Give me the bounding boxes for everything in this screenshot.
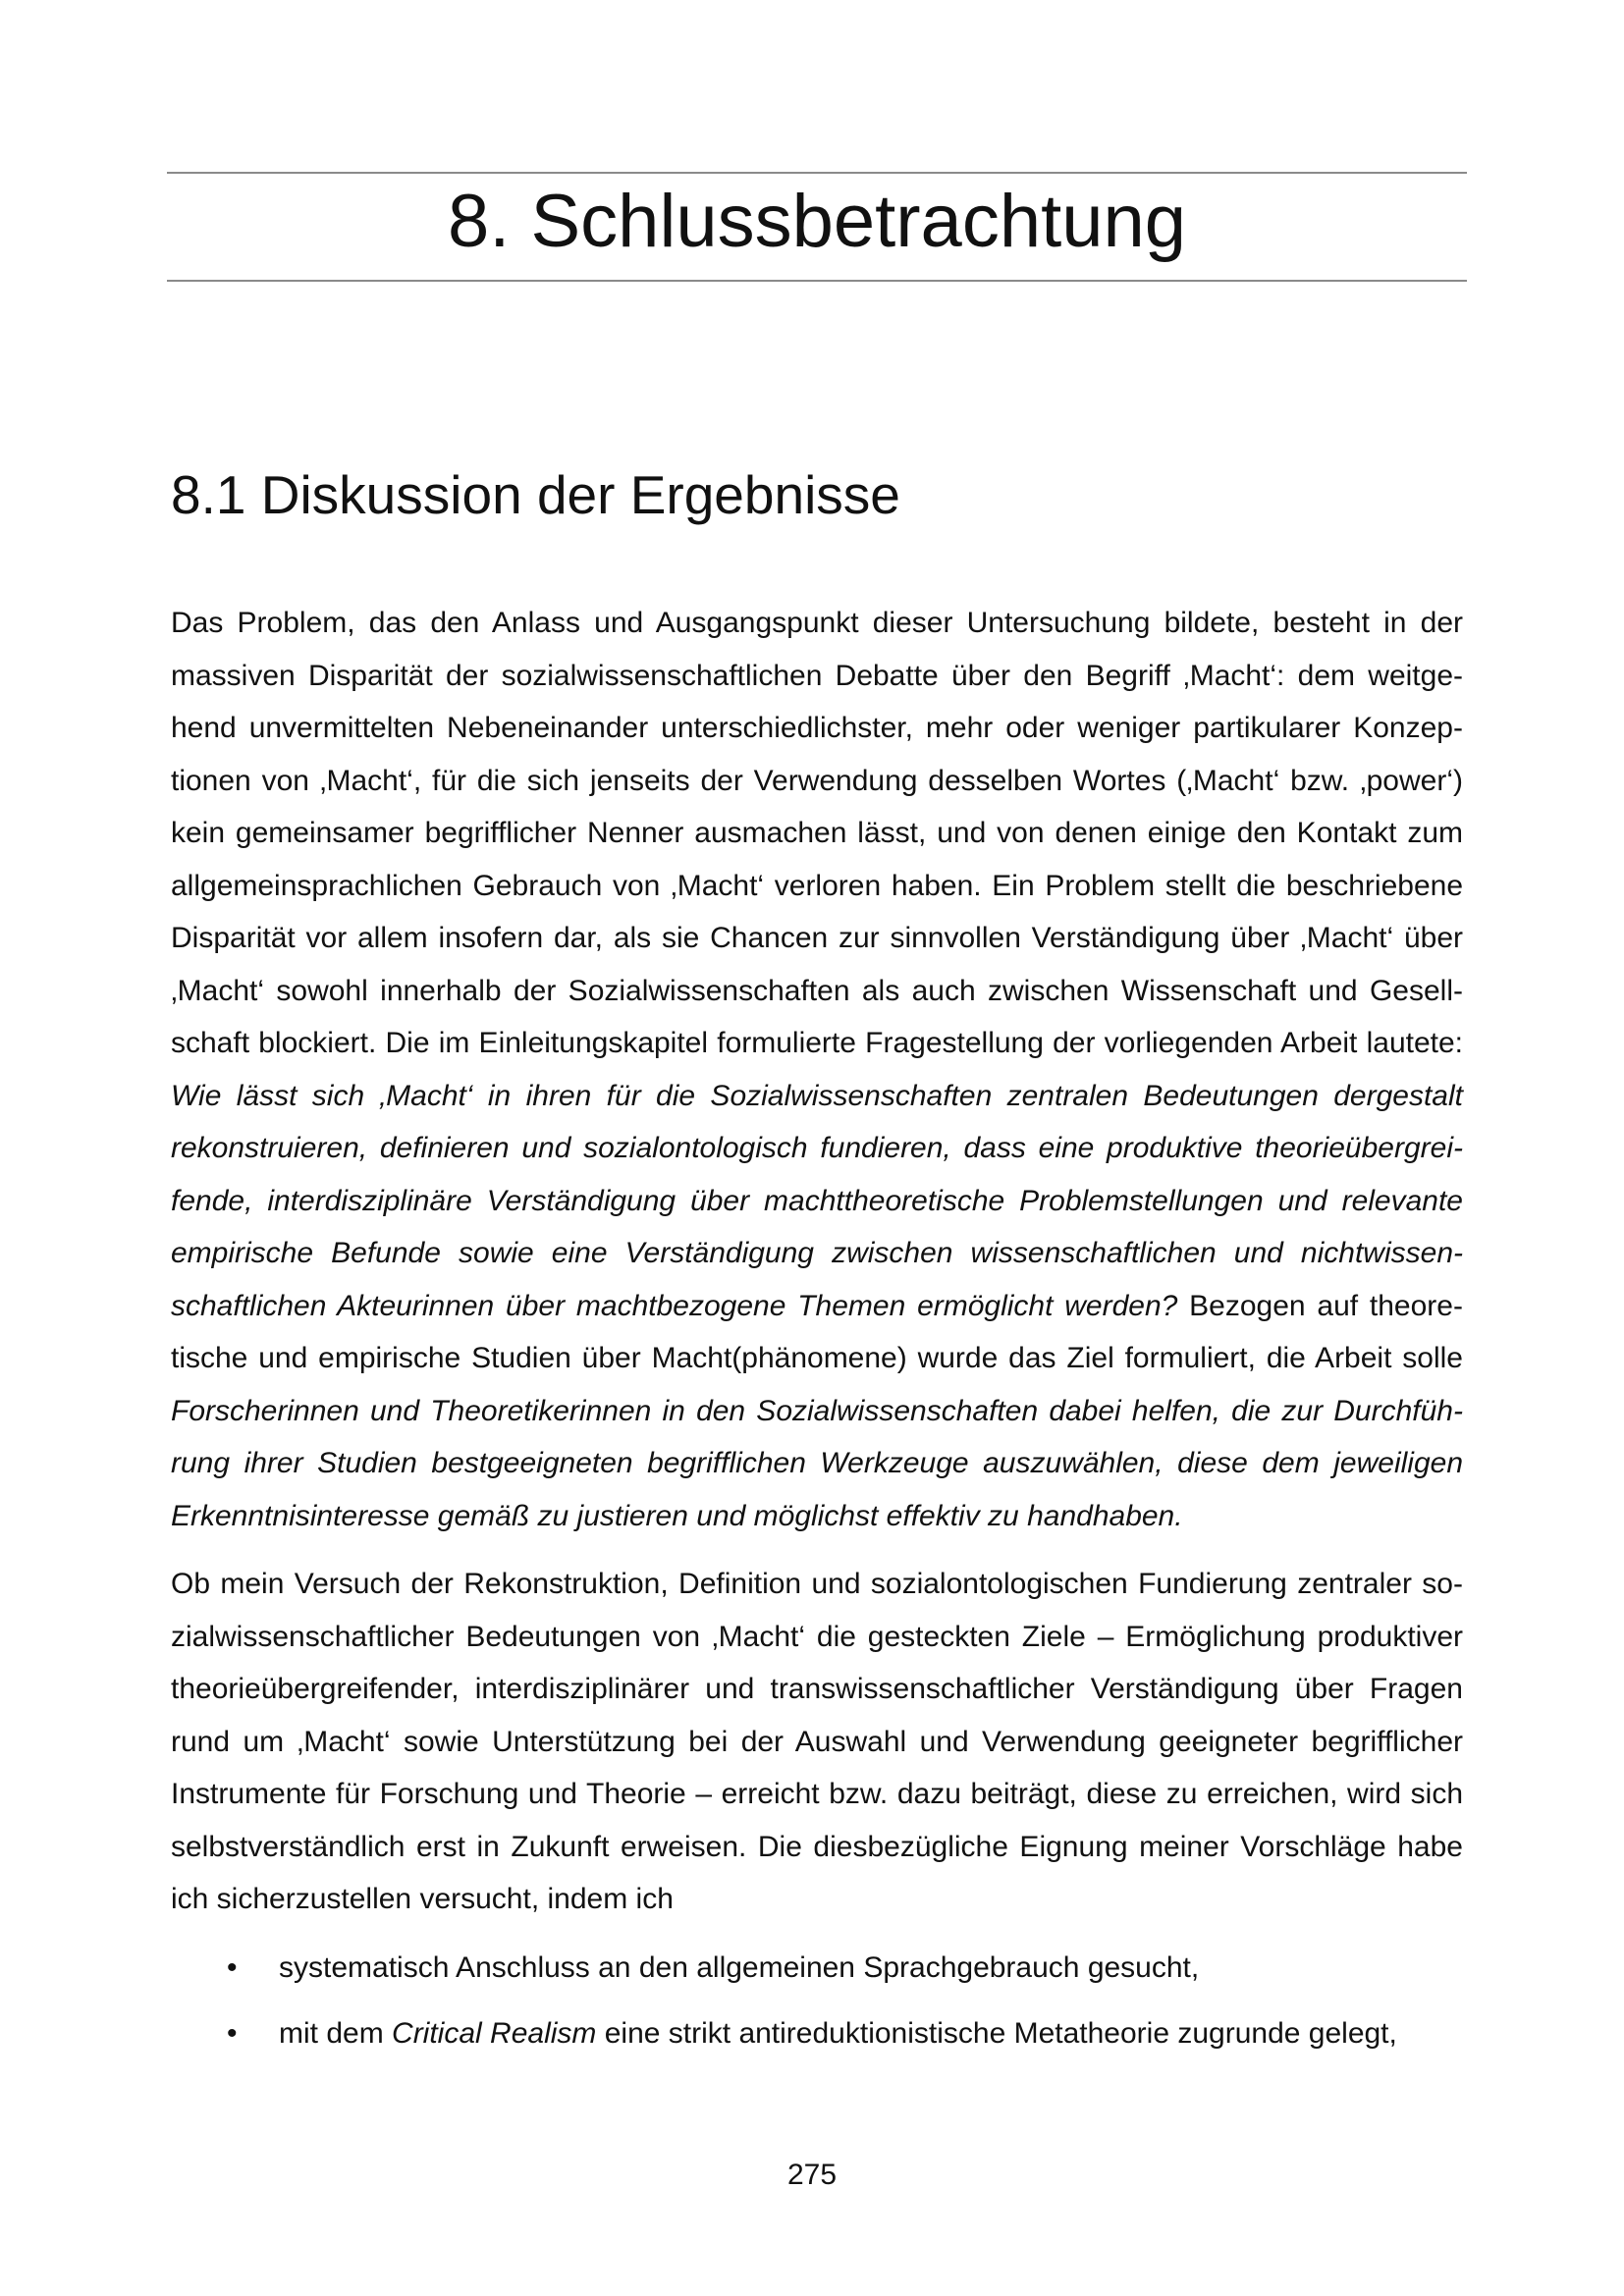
paragraph-evaluation: Ob mein Versuch der Rekonstruktion, Definition und sozialontologischen Fundierung zentraler sozialwissenschaftlicher Bedeutungen von ‚Macht‘ die gesteckten Ziele – Ermöglichung produktiver theorieübergreifender, interdisziplinärer und transwissenschaftlicher Verständigung über Fragen rund um ‚Macht‘ sowie Unterstützung bei der Auswahl und Verwendung geeigneter begrifflicher Instrumente für Forschung und Theorie – erreicht bzw. dazu beiträgt, diese zu erreichen, wird sich selbstverständlich erst in Zukunft erweisen. Die diesbezügliche Eignung meiner Vorschläge habe ich sicherzustellen versucht, indem ich (171, 1568, 1463, 1915)
paragraph-problem (171, 597, 1463, 1542)
research-question: Wie lässt sich ‚Macht‘ in ihren für die Sozialwissenschaften zentralen Bedeutungen dergestalt rekonstruieren, definieren und sozialontologisch fundieren, dass eine produktive theorieübergreifende, interdisziplinäre Verständigung über machttheoretische Problemstellungen und relevante empirische Befunde sowie eine Verständigung zwischen wissenschaftlichen und nichtwissenschaftlichen Akteurinnen über machtbezogene Themen ermöglicht werden? (171, 1079, 1463, 1322)
paragraph-problem-continuation: Bezogen auf theoretische und empirische Studien über Macht(phänomene) wurde das Ziel formuliert, die Arbeit solle (171, 1289, 1463, 1374)
list-item-text-suffix: eine strikt antireduktionistische Metatheorie zugrunde gelegt, (596, 2017, 1397, 2050)
list-item (171, 2007, 1463, 2060)
chapter-rule-bottom (167, 280, 1467, 282)
bullet-icon: • (227, 2017, 238, 2050)
list-item-emphasis: Critical Realism (392, 2017, 597, 2050)
list-item-text-prefix: mit dem (279, 2017, 393, 2050)
list-item-text: systematisch Anschluss an den allgemeinen Sprachgebrauch gesucht, (279, 1950, 1200, 1984)
section-title: 8.1 Diskussion der Ergebnisse (171, 464, 900, 525)
chapter-title: 8. Schlussbetrachtung (447, 180, 1187, 263)
page-number: 275 (786, 2159, 838, 2191)
paragraph-problem-text: Das Problem, das den Anlass und Ausgangspunkt dieser Untersuchung bildete, besteht in der massiven Disparität der sozialwissenschaftlichen Debatte über den Begriff ‚Macht‘: dem weitgehend unvermittelten Nebeneinander unterschiedlichster, mehr oder weniger partikularer Konzeptionen von ‚Macht‘, für die sich jenseits der Verwendung desselben Wortes (‚Macht‘ bzw. ‚power‘) kein gemeinsamer begrifflicher Nenner ausmachen lässt, und von denen einige den Kontakt zum allgemeinsprachlichen Gebrauch von ‚Macht‘ verloren haben. Ein Problem stellt die beschriebene Disparität vor allem insofern dar, als sie Chancen zur sinnvollen Verständigung über ‚Macht‘ über ‚Macht‘ sowohl innerhalb der Sozialwissenschaften als auch zwischen Wissenschaft und Gesellschaft blockiert. Die im Einleitungskapitel formulierte Fragestellung der vorliegenden Arbeit lautete: (171, 607, 1463, 1059)
list-item (171, 1942, 1463, 1995)
bullet-icon: • (227, 1950, 238, 1984)
research-goal: Forscherinnen und Theoretikerinnen in den Sozialwissenschaften dabei helfen, die zur Durchführung ihrer Studien bestgeeigneten begrifflichen Werkzeuge auszuwählen, diese dem jeweiligen Erkenntnisinteresse gemäß zu justieren und möglichst effektiv zu handhaben. (171, 1394, 1463, 1532)
bullet-list (171, 1942, 1463, 2060)
body-text (171, 597, 1463, 2074)
